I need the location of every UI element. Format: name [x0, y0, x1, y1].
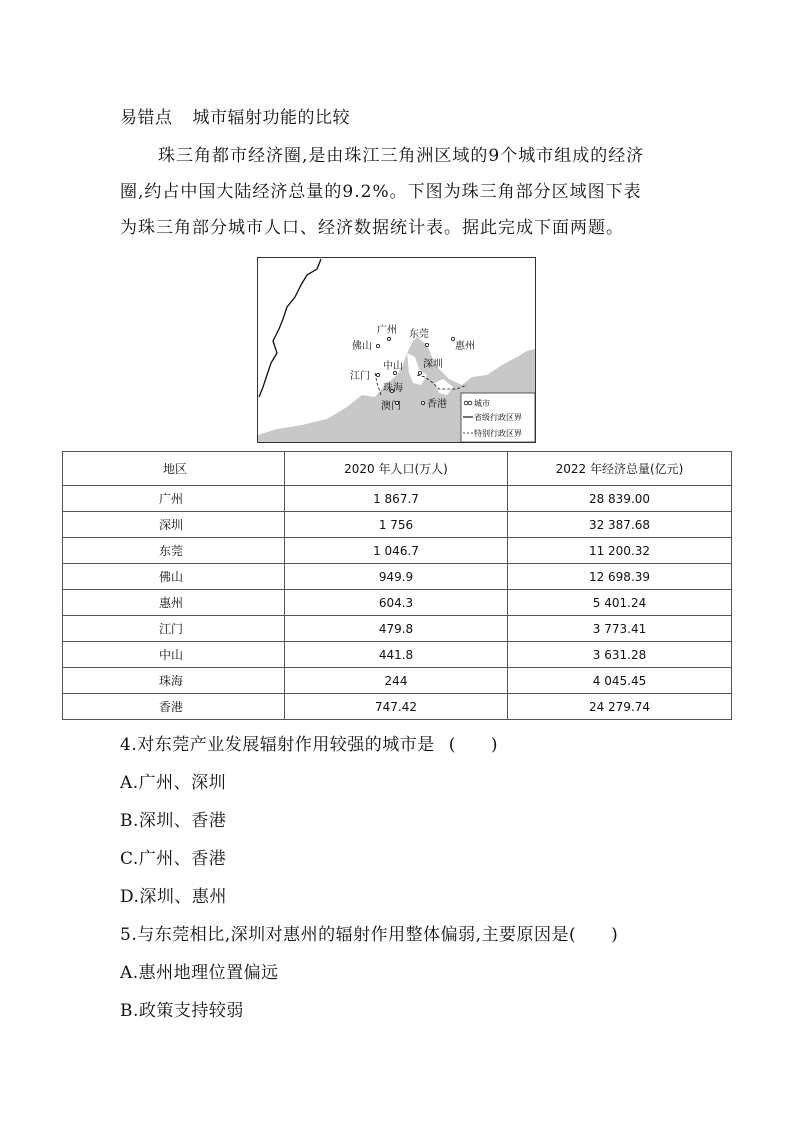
question-4-stem — [120, 730, 498, 755]
option-4a[interactable]: A.广州、深圳 — [120, 773, 227, 793]
cell-region: 惠州 — [63, 590, 285, 616]
table-row — [63, 538, 732, 564]
answer-blank: ( ) — [569, 925, 619, 945]
header-population: 2020 年人口(万人) — [285, 452, 508, 486]
table-row — [63, 694, 732, 720]
map-label-guangzhou: 广州 — [377, 325, 397, 336]
table-row — [63, 616, 732, 642]
cell-population: 949.9 — [285, 564, 508, 590]
question-4-text: 4.对东莞产业发展辐射作用较强的城市是 — [120, 735, 435, 755]
cell-economy: 12 698.39 — [508, 564, 732, 590]
table-row — [63, 564, 732, 590]
option-4c[interactable]: C.广州、香港 — [120, 849, 227, 869]
cell-region: 珠海 — [63, 668, 285, 694]
cell-economy: 28 839.00 — [508, 486, 732, 512]
intro-line-1: 珠三角都市经济圈,是由珠江三角洲区域的9个城市组成的经济 — [158, 146, 645, 166]
header-economy: 2022 年经济总量(亿元) — [508, 452, 732, 486]
cell-population: 1 046.7 — [285, 538, 508, 564]
legend-city: 城市 — [474, 399, 490, 408]
map-label-huizhou: 惠州 — [455, 341, 475, 352]
intro-line-3: 为珠三角部分城市人口、经济数据统计表。据此完成下面两题。 — [120, 218, 624, 238]
pearl-river-delta-map — [257, 257, 536, 443]
cell-region: 东莞 — [63, 538, 285, 564]
option-4b[interactable]: B.深圳、香港 — [120, 811, 227, 831]
cell-population: 1 756 — [285, 512, 508, 538]
cell-population: 1 867.7 — [285, 486, 508, 512]
map-legend — [461, 393, 535, 442]
cell-economy: 32 387.68 — [508, 512, 732, 538]
question-5-text: 5.与东莞相比,深圳对惠州的辐射作用整体偏弱,主要原因是 — [120, 925, 570, 945]
map-label-foshan: 佛山 — [352, 341, 372, 352]
cell-economy: 3 631.28 — [508, 642, 732, 668]
cell-region: 香港 — [63, 694, 285, 720]
answer-blank: ( ) — [448, 735, 498, 755]
map-label-zhuhai: 珠海 — [383, 383, 403, 394]
map-label-zhongshan: 中山 — [383, 361, 403, 372]
table-header-row — [63, 452, 732, 486]
question-5-stem — [120, 920, 618, 945]
cell-region: 中山 — [63, 642, 285, 668]
option-4d[interactable]: D.深圳、惠州 — [120, 887, 227, 907]
option-5b[interactable]: B.政策支持较弱 — [120, 1001, 244, 1021]
legend-sar: 特别行政区界 — [474, 429, 522, 438]
cell-region: 江门 — [63, 616, 285, 642]
heading-label: 易错点 — [120, 108, 173, 128]
cell-economy: 5 401.24 — [508, 590, 732, 616]
map-label-shenzhen: 深圳 — [423, 359, 443, 370]
cell-economy: 11 200.32 — [508, 538, 732, 564]
cell-region: 深圳 — [63, 512, 285, 538]
cell-economy: 4 045.45 — [508, 668, 732, 694]
cell-region: 广州 — [63, 486, 285, 512]
cell-region: 佛山 — [63, 564, 285, 590]
city-data-table — [62, 451, 732, 720]
table-row — [63, 512, 732, 538]
cell-economy: 24 279.74 — [508, 694, 732, 720]
cell-economy: 3 773.41 — [508, 616, 732, 642]
map-label-jiangmen: 江门 — [350, 371, 370, 382]
table-row — [63, 642, 732, 668]
cell-population: 441.8 — [285, 642, 508, 668]
cell-population: 604.3 — [285, 590, 508, 616]
table-row — [63, 590, 732, 616]
table-row — [63, 486, 732, 512]
header-region: 地区 — [63, 452, 285, 486]
table-row — [63, 668, 732, 694]
cell-population: 244 — [285, 668, 508, 694]
intro-line-2: 圈,约占中国大陆经济总量的9.2%。下图为珠三角部分区域图下表 — [120, 182, 642, 202]
legend-provincial: 省级行政区界 — [474, 413, 522, 422]
section-heading — [120, 103, 350, 128]
option-5a[interactable]: A.惠州地理位置偏远 — [120, 963, 279, 983]
map-label-macau: 澳门 — [381, 401, 401, 412]
map-label-hongkong: 香港 — [427, 399, 447, 410]
heading-topic: 城市辐射功能的比较 — [192, 108, 350, 128]
cell-population: 479.8 — [285, 616, 508, 642]
cell-population: 747.42 — [285, 694, 508, 720]
map-label-dongguan: 东莞 — [409, 329, 429, 340]
